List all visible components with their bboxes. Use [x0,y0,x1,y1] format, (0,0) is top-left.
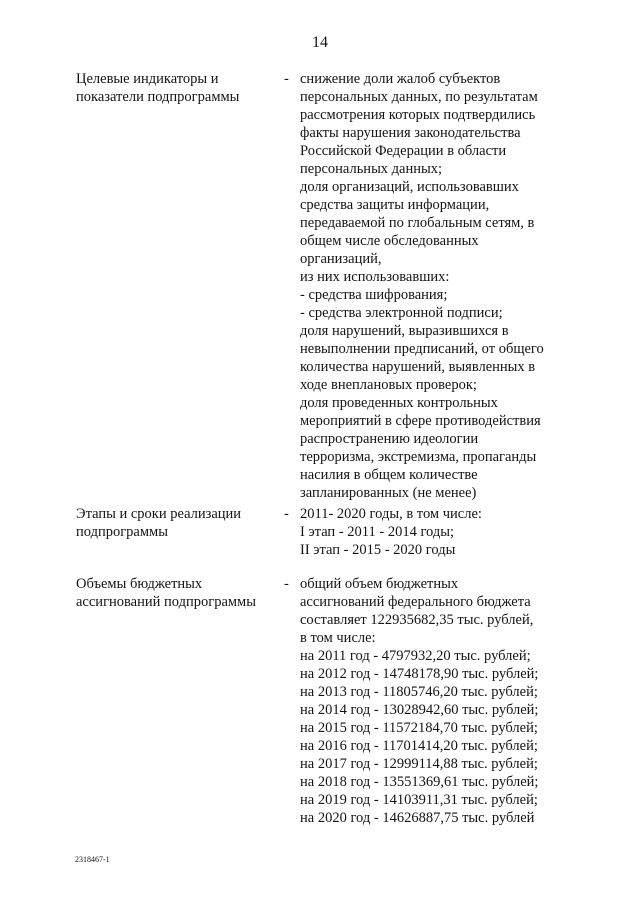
value-line: доля организаций, использовавших [300,179,519,195]
value-line: на 2011 год - 4797932,20 тыс. рублей; [300,648,531,664]
value-line: II этап - 2015 - 2020 годы [300,542,456,558]
section-value [300,70,600,502]
value-line: - средства шифрования; [300,287,448,303]
value-line: доля нарушений, выразившихся в [300,323,509,339]
label-line: ассигнований подпрограммы [76,594,256,610]
section-value [300,575,600,827]
value-line: средства защиты информации, [300,197,490,213]
page-number: 14 [312,34,328,51]
document-code: 2318467-1 [75,855,110,864]
value-line: из них использовавших: [300,269,450,285]
value-line: рассмотрения которых подтвердились [300,107,536,123]
section-value [300,505,600,559]
value-line: персональных данных; [300,161,443,177]
dash-separator: - [284,71,289,87]
value-line: I этап - 2011 - 2014 годы; [300,524,455,540]
value-line: количества нарушений, выявленных в [300,359,536,375]
value-line: общий объем бюджетных [300,576,459,592]
value-line: персональных данных, по результатам [300,89,538,105]
label-line: Этапы и сроки реализации [76,506,242,522]
value-line: - средства электронной подписи; [300,305,503,321]
value-line: на 2020 год - 14626887,75 тыс. рублей [300,810,535,826]
value-line: на 2013 год - 11805746,20 тыс. рублей; [300,684,538,700]
value-line: на 2012 год - 14748178,90 тыс. рублей; [300,666,539,682]
section-label [76,505,276,541]
value-line: запланированных (не менее) [300,485,477,501]
value-line: доля проведенных контрольных [300,395,498,411]
dash-separator: - [284,576,289,592]
label-line: Целевые индикаторы и [76,71,219,87]
value-line: ассигнований федерального бюджета [300,594,531,610]
value-line: распространению идеологии [300,431,479,447]
value-line: в том числе: [300,630,376,646]
value-line: факты нарушения законодательства [300,125,521,141]
label-line: показатели подпрограммы [76,89,240,105]
value-line: составляет 122935682,35 тыс. рублей, [300,612,534,628]
value-line: на 2015 год - 11572184,70 тыс. рублей; [300,720,538,736]
value-line: Российской Федерации в области [300,143,507,159]
value-line: передаваемой по глобальным сетям, в [300,215,535,231]
label-line: Объемы бюджетных [76,576,203,592]
dash-separator: - [284,506,289,522]
value-line: общем числе обследованных [300,233,479,249]
section-label [76,70,276,106]
label-line: подпрограммы [76,524,168,540]
value-line: 2011- 2020 годы, в том числе: [300,506,482,522]
value-line: на 2016 год - 11701414,20 тыс. рублей; [300,738,538,754]
value-line: на 2017 год - 12999114,88 тыс. рублей; [300,756,538,772]
value-line: мероприятий в сфере противодействия [300,413,541,429]
value-line: на 2014 год - 13028942,60 тыс. рублей; [300,702,539,718]
value-line: снижение доли жалоб субъектов [300,71,501,87]
value-line: на 2019 год - 14103911,31 тыс. рублей; [300,792,538,808]
value-line: невыполнении предписаний, от общего [300,341,544,357]
value-line: терроризма, экстремизма, пропаганды [300,449,537,465]
value-line: насилия в общем количестве [300,467,478,483]
value-line: организаций, [300,251,382,267]
value-line: на 2018 год - 13551369,61 тыс. рублей; [300,774,539,790]
value-line: ходе внеплановых проверок; [300,377,477,393]
section-label [76,575,276,611]
